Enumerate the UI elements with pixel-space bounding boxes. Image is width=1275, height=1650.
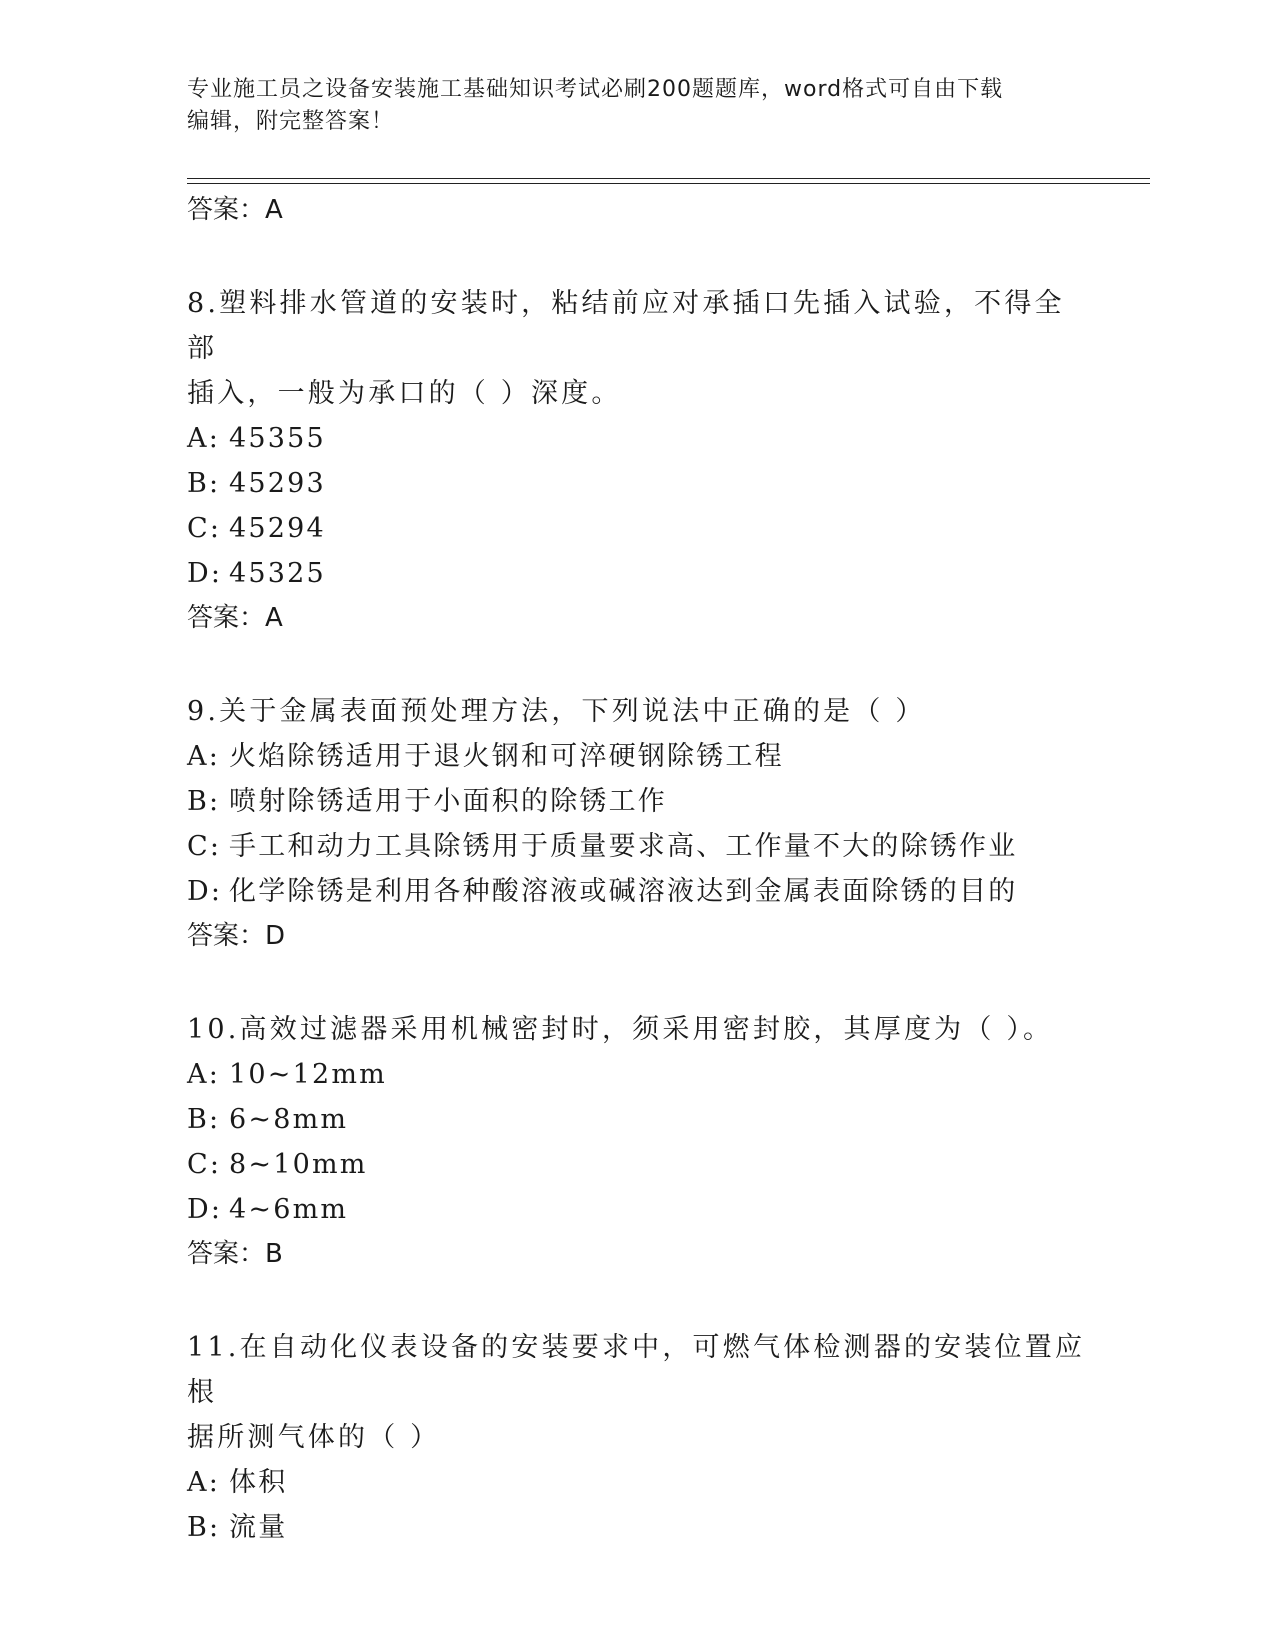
question-item (187, 281, 1087, 641)
option-text: 45293 (229, 468, 326, 499)
question-stem-line: 8.塑料排水管道的安装时，粘结前应对承插口先插入试验，不得全部 (187, 288, 1065, 364)
option-text: 45325 (229, 558, 326, 589)
option-item (187, 506, 1087, 551)
answer-line: 答案：D (187, 921, 286, 951)
option-text: 45294 (229, 513, 326, 544)
option-key: A: (187, 1467, 220, 1498)
question-stem-line: 据所测气体的（ ） (187, 1422, 441, 1453)
option-key: C: (187, 831, 222, 862)
option-item (187, 869, 1087, 914)
option-key: B: (187, 468, 221, 499)
option-text: 流量 (229, 1512, 288, 1543)
option-text: 火焰除锈适用于退火钢和可淬硬钢除锈工程 (229, 741, 784, 772)
option-key: D: (187, 876, 223, 907)
option-item (187, 551, 1087, 596)
option-item (187, 416, 1087, 461)
option-key: D: (187, 1194, 223, 1225)
option-key: A: (187, 741, 220, 772)
question-stem (187, 1007, 1087, 1052)
question-stem (187, 281, 1087, 416)
option-item (187, 1460, 1087, 1505)
answer-line: 答案：A (187, 195, 283, 225)
question-item (187, 689, 1087, 959)
option-item (187, 824, 1087, 869)
option-item (187, 734, 1087, 779)
option-key: C: (187, 513, 222, 544)
question-stem (187, 1325, 1087, 1460)
question-stem-line: 9.关于金属表面预处理方法，下列说法中正确的是（ ） (187, 696, 926, 727)
option-text: 化学除锈是利用各种酸溶液或碱溶液达到金属表面除锈的目的 (229, 876, 1018, 907)
option-item (187, 779, 1087, 824)
option-text: 10~12mm (229, 1059, 387, 1090)
option-key: A: (187, 423, 220, 454)
question-item (187, 1007, 1087, 1277)
question-stem-line: 11.在自动化仪表设备的安装要求中，可燃气体检测器的安装位置应根 (187, 1332, 1086, 1408)
option-text: 8~10mm (229, 1149, 368, 1180)
option-item (187, 1142, 1087, 1187)
option-text: 喷射除锈适用于小面积的除锈工作 (229, 786, 667, 817)
option-key: B: (187, 1104, 221, 1135)
option-item (187, 1097, 1087, 1142)
question-list (187, 188, 1087, 1550)
option-key: B: (187, 1512, 221, 1543)
option-key: B: (187, 786, 221, 817)
header-divider-top (187, 178, 1150, 179)
option-key: D: (187, 558, 223, 589)
option-item (187, 1505, 1087, 1550)
header-line-2: 编辑，附完整答案！ (187, 109, 395, 134)
option-item (187, 461, 1087, 506)
answer-line: 答案：B (187, 1239, 283, 1269)
option-key: A: (187, 1059, 220, 1090)
option-text: 手工和动力工具除锈用于质量要求高、工作量不大的除锈作业 (229, 831, 1018, 862)
document-header (187, 74, 1087, 138)
option-item (187, 1187, 1087, 1232)
header-line-1: 专业施工员之设备安装施工基础知识考试必刷200题题库，word格式可自由下载 (187, 77, 1004, 102)
option-key: C: (187, 1149, 222, 1180)
question-stem-line: 10.高效过滤器采用机械密封时，须采用密封胶，其厚度为（ ）。 (187, 1014, 1054, 1045)
option-text: 体积 (229, 1467, 288, 1498)
option-text: 4~6mm (229, 1194, 349, 1225)
option-text: 6~8mm (229, 1104, 349, 1135)
question-stem (187, 689, 1087, 734)
answer-line: 答案：A (187, 603, 283, 633)
question-item (187, 1325, 1087, 1550)
option-text: 45355 (229, 423, 326, 454)
header-divider-bottom (187, 183, 1150, 184)
option-item (187, 1052, 1087, 1097)
question-stem-line: 插入，一般为承口的（ ）深度。 (187, 378, 622, 409)
